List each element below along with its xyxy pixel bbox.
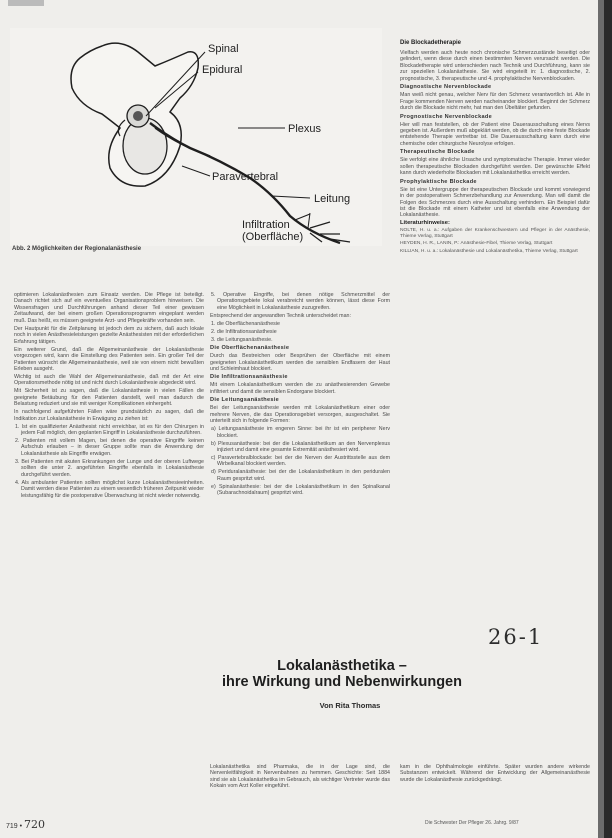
- section-text: Man weiß nicht genau, welcher Nerv für den Schmerz verantwortlich ist. Alle in Frage kommenden Nerven werden nacheinander blockiert. Beginnt der Schmerz durch die Blockade nicht mehr, hat man den Übeltäter gefunden.: [400, 92, 590, 112]
- middle-column: [210, 292, 390, 592]
- label-spinal: Spinal: [208, 43, 239, 55]
- paravertebral-leader: [182, 166, 210, 176]
- type-item: 2. die Infiltrationsanästhesie: [211, 328, 277, 335]
- handwritten-number: 26-1: [488, 625, 544, 649]
- left-list-item: 2. Patienten mit vollem Magen, bei denen die operative Eingriffe keinen Aufschub erlauben – in dieser Gruppe sollte man die Anwendung der Lokalanästhesie als Eingriffe erwägen.: [15, 438, 204, 457]
- leitung-list-item: b) Plexusanästhesie: bei der die Lokalanästhetikum an den Nervenplexus injiziert und damit eine gesamte Extremität anästhesiert wird.: [211, 440, 390, 454]
- anesthesia-figure: [10, 28, 382, 246]
- scan-edge-inner: [598, 0, 604, 838]
- left-column: [14, 292, 204, 812]
- figure-illustration: [10, 28, 382, 246]
- journal-footer: Die Schwester Der Pfleger 26. Jahrg. 9/87: [425, 820, 519, 826]
- section-heading: Die Oberflächenanästhesie: [210, 345, 290, 352]
- top-scan-mark: [8, 0, 44, 6]
- article-title-line: ihre Wirkung und Nebenwirkungen: [222, 674, 462, 690]
- vertebral-body: [123, 118, 167, 174]
- type-item: 3. die Leitungsanästhesie.: [211, 336, 273, 343]
- section-heading: Diagnostische Nervenblockade: [400, 84, 492, 91]
- page-folio: [6, 818, 45, 831]
- leitung-leader: [272, 196, 310, 198]
- right-column: [400, 50, 590, 610]
- section-text: Sie verfolgt eine ähnliche Ursache und symptomatische Therapie. Immer wieder sollen therapeutische Blockaden durchgeführt werden. Der gewünschte Effekt kann durch wiederholte Blockaden mit Lokalanästhetika erreicht werden.: [400, 157, 590, 177]
- label-epidural: Epidural: [202, 64, 243, 76]
- folio-handwritten: 720: [24, 818, 46, 831]
- article-author: Von Rita Thomas: [319, 701, 381, 710]
- article-title: [212, 658, 472, 690]
- bottom-text: Lokalanästhetika sind Pharmaka, die in der Lage sind, die Nervenleitfähigkeit in Nervenbahnen zu hemmen. Geschichte: Seit 1884 sind sie als Lokalanästhetika im Gebrauch, als wichtiger Vertreter wurde das Kokain vom Arzt Koller eingeführt.: [210, 764, 390, 790]
- label-leitung: Leitung: [314, 193, 351, 205]
- spinal-cord: [133, 111, 143, 121]
- label-plexus: Plexus: [288, 123, 322, 135]
- section-heading: Die Leitungsanästhesie: [210, 397, 280, 404]
- left-paragraph: Mit Sicherheit ist zu sagen, daß die Lokalanästhesie in vielen Fällen die geeignete Betäubung für den Patienten darstellt, weil man dadurch die Belastung reduziert und sie mit weniger Komplikationen einhergeht.: [14, 388, 204, 408]
- left-list-item: 3. Bei Patienten mit akuten Erkrankungen der Lunge und der oberen Luftwege sollten die unter 2. angeführten Eingriffe ebenfalls in Lokalanästhesie durchgeführt werden.: [15, 458, 204, 478]
- left-paragraph: In nachfolgend aufgeführten Fällen wäre grundsätzlich zu sagen, daß die Indikation zur Lokalanästhesie in Erwägung zu ziehen ist:: [14, 409, 204, 422]
- literature-title: Literaturhinweise:: [400, 220, 450, 227]
- label-infiltration: Infiltration: [242, 219, 290, 231]
- leitung-list-item: c) Paravertebralblockade: bei der die Nerven der Austrittsstelle aus dem Wirbelkanal blockiert werden.: [211, 454, 390, 468]
- left-paragraph: Wichtig ist auch die Wahl der Allgemeinanästhesie, daß mit der Art eine Operationsmethode nötig ist und nicht durch Lokalanästhesie abgedeckt wird.: [14, 373, 204, 387]
- section-heading: Therapeutische Blockade: [400, 149, 475, 156]
- section-text: Hier will man feststellen, ob der Patient eine Dauerausschaltung eines Nervs gegeben ist. Außerdem muß abgeklärt werden, ob die durch eine feste Blockade entstehende Therapie vertretbar ist. Die Dauerausschaltung kann durch eine chemische oder chirurgische Neurolyse erfolgen.: [400, 121, 590, 147]
- right-column-title: Die Blockadetherapie: [400, 40, 462, 46]
- section-text: Sie ist eine Untergruppe der therapeutischen Blockade und kommt vorwiegend in der postoperativen Schmerzbehandlung zur Anwendung. Man will damit die Folgen des Schmerzes durch eine Ausschaltung verhindern. Ein Beispiel dafür ist die Blockade mit einem Katheter und ist ebenfalls eine Anwendung der Lokalanästhesie.: [400, 186, 590, 219]
- section-text: Mit einem Lokalanästhetikum werden die zu anästhesierenden Gewebe infiltriert und damit die sensiblen Endorgane blockiert.: [210, 382, 390, 395]
- literature-entry: NOLTE, H. u. a.: Aufgaben der Krankenschwestern und Pfleger in der Anästhesie, Thieme Verlag, Stuttgart: [400, 228, 590, 240]
- literature-entry: HEYDEN, H. R., LANIN, P.: Anästhesie-Fibel, Thieme Verlag, Stuttgart: [400, 241, 553, 247]
- article-title-line: Lokalanästhetika –: [277, 658, 407, 674]
- bottom-column-2: [400, 764, 590, 816]
- section-heading: Prognostische Nervenblockade: [400, 113, 493, 120]
- bottom-column-1: [210, 764, 390, 816]
- middle-intro: 5. Operative Eingriffe, bei denen nötige Schmerzmittel der Operationsgebiete lokal verabreicht werden können, lässt diese Form eine Möglichkeit in Lokalanästhesie zuzugreifen.: [211, 292, 390, 311]
- left-list-item: 1. Ist ein qualifizierter Anästhesist nicht erreichbar, ist es für den Chirurgen in jedem Fall möglich, den geplanten Eingriff in Lokalanästhesie durchzuführen.: [15, 423, 204, 437]
- type-item: 1. die Oberflächenanästhesie: [211, 320, 280, 327]
- section-heading: Prophylaktische Blockade: [400, 178, 477, 185]
- section-heading: Die Infiltrationsanästhesie: [210, 374, 288, 381]
- right-intro: Vielfach werden auch heute noch chronische Schmerzzustände beseitigt oder gelindert, wenn diese durch einen bestimmten Nerven verursacht werden. Die Blockadetherapie wird unterschieden nach Technik und Durchführung, kann sie zur speziellen Lokalanästhesie. Sie wird eingeteilt in: 1. diagnostische, 2. prognostische, 3. therapeutische und 4. prophylaktische Nervenblockaden.: [400, 50, 590, 82]
- section-text: Durch das Bestreichen oder Besprühen der Oberfläche mit einem geeigneten Lokalanästhetikum werden die sensiblen Endfasern der Haut und Schleimhaut blockiert.: [210, 353, 390, 373]
- leitung-list-item: a) Leitungsanästhesie im engeren Sinne: bei ihr ist ein peripherer Nerv blockiert.: [211, 426, 390, 439]
- leitung-list-item: d) Periduralanästhesie: bei der die Lokalanästhetikum in den periduralen Raum gespritzt wird.: [211, 469, 390, 482]
- left-list-item: 4. Als ambulanter Patienten sollten möglichst kurze Lokalanästhesieeinheiten. Damit werden diese Patienten zu einem wesentlich früheren Zeitpunkt wieder leistungsfähig für die postoperative Überwachung ist nicht wieder notwendig.: [15, 479, 204, 499]
- section-text: Bei der Leitungsanästhesie werden mit Lokalanästhetikum einer oder mehrere Nerven, die das Operationsgebiet versorgen, ausgeschaltet. Sie unterteilt sich in folgende Formen:: [210, 405, 390, 425]
- figure-caption: Abb. 2 Möglichkeiten der Regionalanästhesie: [12, 246, 142, 252]
- leitung-list-item: e) Spinalanästhesie: bei der die Lokalanästhetikum in den Spinalkanal (Subarachnoidalraum) gespritzt wird.: [211, 483, 390, 497]
- middle-intro: Entsprechend der angewandten Technik unterscheidet man:: [210, 312, 351, 319]
- left-paragraph: Der Hautpunkt für die Zeitplanung ist jedoch dem zu sichern, daß auch lokale noch in vielen Anästhesieleistungen gezielte Anästhesisten mit der erforderlichen Erfahrung tätigen.: [14, 325, 204, 345]
- folio-prefix: 719 •: [6, 823, 23, 830]
- left-paragraph: Ein weiterer Grund, daß die Allgemeinanästhesie der Lokalanästhesie vorgezogen wird, kann die Einstellung des Patienten sein. Ein großer Teil der Patienten wünscht die Allgemeinanästhesie, weil sie von einem nicht bewußten Erleben ausgeht.: [14, 346, 204, 372]
- bottom-text: kam in die Ophthalmologie einführte. Später wurden andere wirkende Substanzen entwickelt. Während der Entwicklung der Allgemeinanästhesie wurde die Lokalanästhesie zurückgedrängt.: [400, 764, 590, 783]
- nerve-endings: [295, 214, 350, 242]
- label-paravertebral: Paravertebral: [212, 171, 279, 183]
- literature-entry: KILLIAN, H. u. a.: Lokalanästhesie und Lokalanästhetika, Thieme Verlag, Stuttgart: [400, 248, 578, 254]
- label-oberflaeche: (Oberfläche): [242, 231, 304, 243]
- left-paragraph: optimieren Lokalanästhesien zum Einsatz werden. Die Pflege ist beteiligt. Danach richtet sich auf ein eventuelles Organisationsproblem hinweisen. Die Wissensfragen und Durchführungen anhand dieser Teil einer gewissen Zeitaufwand, der bei einem großen Operationsprogramm eingeplant werden muß. Das heißt, es müssen geeignete Arzt- und Pflegekräfte vorhanden sein.: [14, 292, 204, 324]
